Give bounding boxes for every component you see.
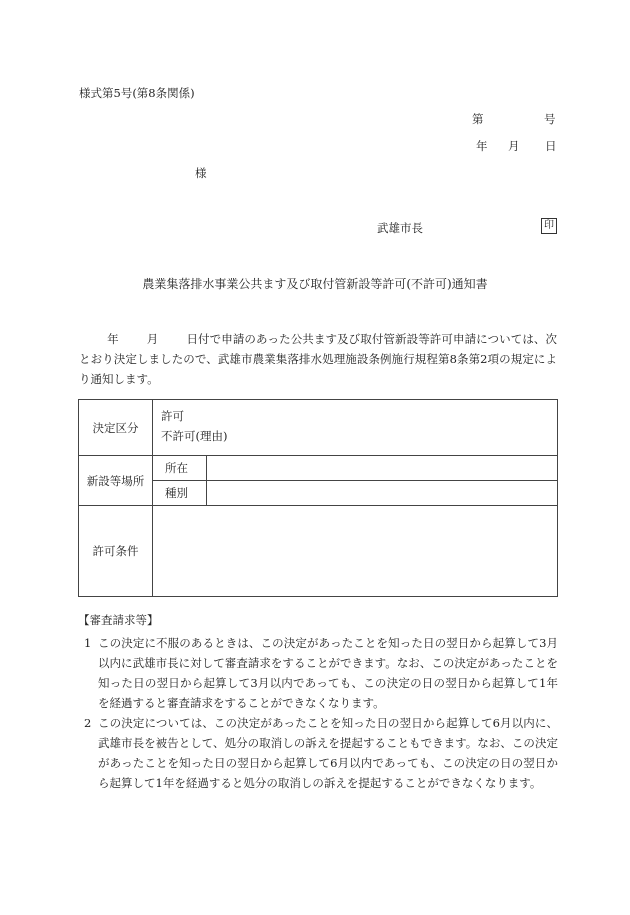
address-value [207,456,558,481]
addressee-suffix: 様 [195,166,207,180]
date-month-label: 月 [508,139,520,153]
body-month-label: 月 [146,332,159,346]
issuer-name: 武雄市長 [377,221,423,235]
document-title: 農業集落排水事業公共ます及び取付管新設等許可(不許可)通知書 [142,277,488,291]
body-paragraph [79,329,557,389]
decision-options [153,400,558,456]
review-heading: 【審査請求等】 [78,613,159,627]
list-item-number: 2 [84,716,92,730]
list-item [78,633,558,713]
decision-row [79,400,558,456]
list-item-text: この決定については、この決定があったことを知った日の翌日から起算して6月以内に、武雄市長を被告として、処分の取消しの訴えを提起することもできます。なお、この決定があったことを知った日の翌日から起算して6月以内であっても、この決定の日の翌日から起算して1年を経過すると処分の取消しの訴えを提起することができなくなります。 [98,716,558,790]
location-row-address [79,456,558,481]
seal-mark: 印 [541,218,557,234]
date-day-label: 日 [545,139,557,153]
conditions-label: 許可条件 [79,506,153,597]
body-text: 日付で申請のあった公共ます及び取付管新設等許可申請については、次とおり決定しましたので、武雄市農業集落排水処理施設条例施行規程第8条第2項の規定により通知します。 [79,332,557,386]
option-deny: 不許可(理由) [161,429,228,443]
doc-number-suffix: 号 [544,112,556,126]
date-year-label: 年 [476,139,488,153]
option-permit: 許可 [161,409,184,423]
form-number: 様式第5号(第8条関係) [79,86,195,100]
type-value [207,481,558,506]
type-label: 種別 [153,481,207,506]
list-item-text: この決定に不服のあるときは、この決定があったことを知った日の翌日から起算して3月以内に武雄市長に対して審査請求をすることができます。なお、この決定があったことを知った日の翌日から起算して3月以内であっても、この決定の日の翌日から起算して1年を経過すると審査請求をすることができなくなります。 [98,636,558,710]
review-list [78,633,558,793]
conditions-row [79,506,558,597]
list-item-number: 1 [84,636,92,650]
conditions-value [153,506,558,597]
doc-number-prefix: 第 [472,112,484,126]
location-label: 新設等場所 [79,456,153,506]
list-item [78,713,558,793]
permit-table [78,399,558,597]
address-label: 所在 [153,456,207,481]
body-year-label: 年 [107,332,119,346]
decision-label: 決定区分 [79,400,153,456]
